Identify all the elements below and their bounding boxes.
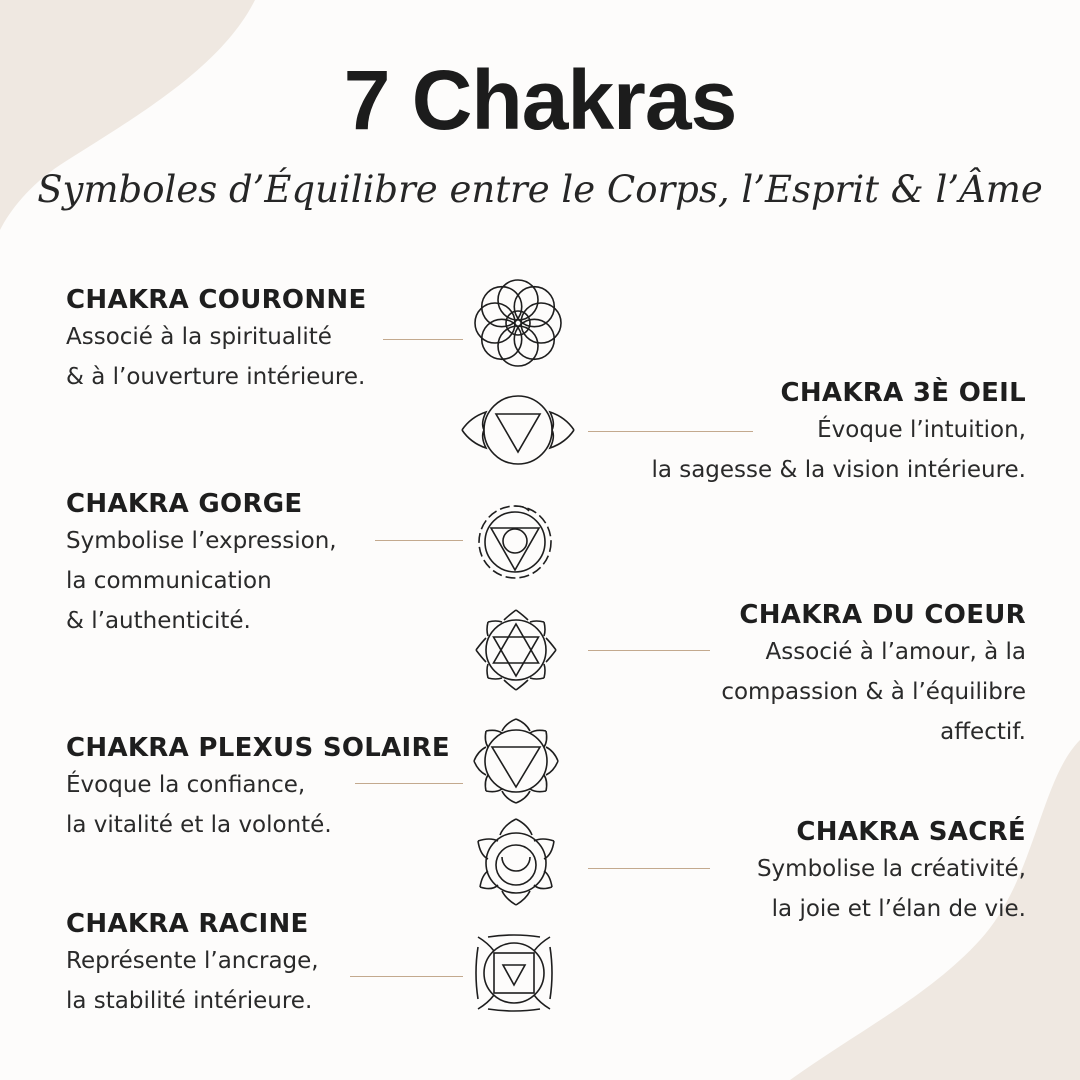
crown-chakra-icon bbox=[470, 275, 566, 371]
chakra-name: CHAKRA DU COEUR bbox=[739, 600, 1026, 630]
chakra-name: CHAKRA RACINE bbox=[66, 909, 309, 939]
chakra-block-plexus bbox=[66, 731, 450, 845]
throat-chakra-icon bbox=[472, 499, 558, 585]
chakra-description-line: la joie et l’élan de vie. bbox=[771, 896, 1026, 922]
chakra-description bbox=[651, 410, 1026, 490]
chakra-description bbox=[66, 941, 319, 1021]
chakra-description-line: & l’authenticité. bbox=[66, 608, 251, 634]
chakra-description bbox=[721, 632, 1026, 752]
heart-chakra-icon bbox=[468, 602, 564, 698]
root-chakra-icon bbox=[466, 925, 562, 1021]
connector-gorge bbox=[375, 540, 463, 541]
solar-plexus-chakra-icon bbox=[468, 713, 564, 809]
chakra-description-line: la sagesse & la vision intérieure. bbox=[651, 457, 1026, 483]
chakra-description-line: Symbolise la créativité, bbox=[756, 856, 1026, 882]
chakra-description-line: la stabilité intérieure. bbox=[66, 988, 313, 1014]
chakra-name: CHAKRA GORGE bbox=[66, 489, 303, 519]
page-subtitle: Symboles d’Équilibre entre le Corps, l’Esprit & l’Âme bbox=[37, 168, 1043, 211]
chakra-description-line: Évoque l’intuition, bbox=[817, 417, 1026, 443]
chakra-name: CHAKRA SACRÉ bbox=[796, 817, 1026, 847]
third-eye-chakra-icon bbox=[458, 390, 578, 470]
connector-coeur bbox=[588, 650, 710, 651]
chakra-block-gorge bbox=[66, 487, 337, 641]
chakra-description-line: Associé à la spiritualité bbox=[66, 324, 332, 350]
page-title: 7 Chakras bbox=[343, 53, 737, 147]
sacral-chakra-icon bbox=[468, 813, 564, 909]
chakra-block-racine bbox=[66, 907, 319, 1021]
connector-racine bbox=[350, 976, 463, 977]
chakra-name: CHAKRA PLEXUS SOLAIRE bbox=[66, 733, 450, 763]
chakra-description-line: Représente l’ancrage, bbox=[66, 948, 319, 974]
chakra-description bbox=[66, 521, 337, 641]
chakra-description bbox=[66, 317, 367, 397]
chakra-block-sacre bbox=[757, 815, 1026, 929]
chakra-block-couronne bbox=[66, 283, 367, 397]
chakra-block-coeur bbox=[721, 598, 1026, 752]
chakra-description bbox=[66, 765, 450, 845]
chakra-description-line: la communication bbox=[66, 568, 272, 594]
chakra-name: CHAKRA 3È OEIL bbox=[780, 378, 1026, 408]
chakra-description-line: affectif. bbox=[940, 719, 1026, 745]
chakra-description-line: compassion & à l’équilibre bbox=[721, 679, 1026, 705]
chakra-description-line: la vitalité et la volonté. bbox=[66, 812, 332, 838]
chakra-description-line: Symbolise l’expression, bbox=[66, 528, 337, 554]
connector-sacre bbox=[588, 868, 710, 869]
chakra-description-line: Associé à l’amour, à la bbox=[765, 639, 1026, 665]
connector-couronne bbox=[383, 339, 463, 340]
chakra-block-troisieme-oeil bbox=[651, 376, 1026, 490]
chakra-description-line: Évoque la confiance, bbox=[66, 772, 306, 798]
chakra-description-line: & à l’ouverture intérieure. bbox=[66, 364, 366, 390]
chakra-name: CHAKRA COURONNE bbox=[66, 285, 367, 315]
chakra-description bbox=[757, 849, 1026, 929]
